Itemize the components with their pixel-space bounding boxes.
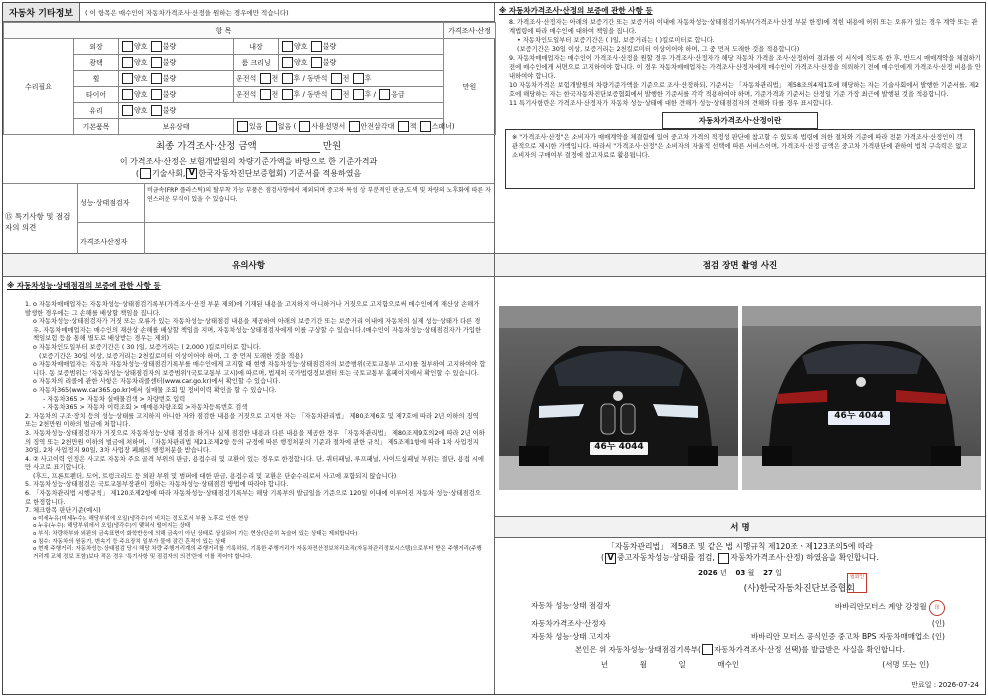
price-signer-seal[interactable]: (인)	[931, 618, 945, 628]
exterior-good-checkbox[interactable]	[122, 41, 133, 52]
buyer-month: 월	[639, 660, 647, 669]
note-4: 4. ② 사고이력 인정은 사고로 자동차 주요 골격 부위의 판금, 용접수리 및 교환이 있는 경우로 한정합니다. 단, 쿼터패널, 루프패널, 사이드실패널 부위는 절단, 용접 시에만 사고로 표기합니다.	[25, 455, 484, 472]
front-photo	[499, 306, 738, 490]
note-1g: ο 자동차365(www.car365.go.kr)에서 실매물 조회 및 정비이력 확인을 할 수 있습니다.	[33, 386, 277, 394]
opt-label: 후	[293, 74, 301, 83]
note-1h: - 자동차365 > 자동차 실매물검색 > 차량번호 입력	[43, 395, 186, 403]
opt-label: 양호	[294, 58, 308, 67]
association-seal: 협회인	[847, 573, 867, 593]
tire-bad-checkbox[interactable]	[151, 89, 162, 100]
warranty-item-8-note: (보증기간은 30일 이상, 보증거리는 2천킬로미터 이상이어야 하며, 그 중 먼저 도래한 것을 적용합니다)	[517, 46, 800, 53]
opt-label: 전	[271, 74, 279, 83]
opt-label: 사용설명서	[311, 122, 346, 131]
tire-good-checkbox[interactable]	[122, 89, 133, 100]
opt-label: 불량	[322, 42, 337, 51]
dealer-name: 바바리안 모터스 공식인증 중고차 BPS 자동차매매업소	[751, 631, 930, 641]
room-bad-checkbox[interactable]	[311, 57, 322, 68]
sign-day: 27	[763, 568, 773, 577]
price-definition-text: ※ "가격조사·산정"은 소비자가 매매계약을 체결함에 있어 중고차 가격의 적정성 판단에 참고할 수 있도록 법령에 의한 절차와 기준에 따라 전문 가격조사·산정인이 객관적으로 제시한 가액입니다. 따라서 "가격조사·산정"은 소비자의 자율적 선택에 따른 서비스이며, 가격조사·산정 금액은 중고차 가격판단에 관하여 법적 구속력은 없고 소비자의 구매여부 결정에 참고자료로 활용됩니다.	[505, 129, 975, 189]
row-label-wheel: 휠	[74, 71, 119, 87]
opt-label: 동반석	[307, 74, 328, 83]
tire-emergency-checkbox[interactable]	[379, 89, 390, 100]
opt-label: 동반석	[307, 90, 328, 99]
receipt-price-checkbox[interactable]	[702, 644, 713, 655]
front-license-plate: 46누 4044	[589, 441, 649, 456]
buyer-label: 매수인	[717, 660, 740, 669]
opt-label: 응급	[391, 90, 405, 99]
gloss-bad-checkbox[interactable]	[151, 57, 162, 68]
wheel-driver-rear-checkbox[interactable]	[282, 73, 293, 84]
special-notes-label: ⑮ 특기사항 및 점검자의 의견	[3, 184, 78, 260]
notes-subtitle: ※ 자동차성능·상태점검의 보증에 관한 사항 등	[7, 281, 161, 290]
vehicle-other-info-section	[3, 3, 495, 254]
note-5: 5. 자동차성능·상태점검은 국토교통부장관이 정하는 자동차성능·상태점검 방법에 따라야 합니다.	[25, 481, 289, 489]
kaa-checkbox[interactable]: V	[186, 168, 197, 179]
basis-open: (	[135, 169, 139, 178]
org-name: (사)한국자동차진단보증협회	[743, 583, 855, 594]
note-7a: ο 미세누유(미세누수): 해당부위에 오일(냉각수)이 비치는 정도로서 부품 노후로 인한 현상	[33, 515, 249, 522]
expiry-date: 만료일 : 2026-07-24	[911, 681, 979, 689]
note-1f: ο 자동차의 리콜에 관한 사항은 자동차리콜센터(www.car.go.kr)에서 확인할 수 있습니다.	[33, 378, 281, 386]
kaa-label: 한국자동차진단보증협회) 기준서를 적용하였음	[198, 169, 362, 178]
opt-label: 안전삼각대	[360, 122, 395, 131]
wheel-pass-rear-checkbox[interactable]	[353, 73, 364, 84]
perf-examiner-label: 성능·상태점검자	[78, 184, 145, 222]
note-1b: ο 자동차성능·상태점검자가 거짓 또는 오류가 있는 자동차성능·상태점검 내용을 제공하여 아래의 보증기간 또는 보증거리 이내에 자동차의 실제 성능·상태가 다른 경우, 자동차매매업자는 매수인의 재산상 손해를 배상할 책임을 지며, 자동차성능·상태점검자에게 이를 구상할 수 있습니다.(매수인이 자동차성능·상태점검자가 가입한 책임보험 등을 통해 별도로 배상받는 경우는 제외)	[33, 318, 482, 343]
opt-label: 없음	[277, 122, 292, 131]
perf-examiner-opinion: 비금속(FRP 플라스틱)의 탈부착 가능 부품은 점검사항에서 제외되며 중고차 특성 상 부분적인 판금,도색 및 차량의 노후화에 따른 자연스러운 부식이 있을 수 있습니다.	[147, 187, 491, 203]
note-7: 7. 체크항목 판단기준(예시)	[25, 507, 101, 515]
opt-label: 전	[342, 90, 350, 99]
sign-line1: 「자동차관리법」 제58조 및 같은 법 시행규칙 제120조ㆍ제123조의5에 따라	[607, 542, 873, 551]
note-4b: (후드, 프론트펜더, 도어, 트렁크리드 등 외판 부위 및 범퍼에 대한 판금, 용접수리 및 교환은 단순수리로서 사고에 포함되지 않습니다)	[33, 472, 397, 480]
opt-label: 양호	[294, 42, 308, 51]
note-6: 6. 「자동차관리법 시행규칙」 제120조제2항에 따라 자동차성능·상태점검기록부는 해당 기록부의 발급일을 기준으로 120일 이내에 이루어진 자동차 성능·상태점검으로 한정합니다.	[25, 490, 481, 506]
warranty-item-11: 11 특기사항란은 가격조사·산정자가 자동차 성능·상태에 대한 견해가 성능·상태점검자의 견해와 다를 경우 표시합니다.	[509, 100, 833, 107]
section-title: 자동차 기타정보	[3, 3, 80, 21]
opt-label: 불량	[162, 42, 177, 51]
opt-label: 후	[364, 90, 372, 99]
row-label-glass: 유리	[74, 103, 119, 119]
perf-signer-name: 바바리안모터스 계양 강정월	[834, 601, 927, 611]
rear-license-plate: 46누 4044	[827, 410, 891, 426]
interior-good-checkbox[interactable]	[282, 41, 293, 52]
note-1e: ο 자동차매매업자는 자동차 자동차성능·상태점검기록부를 매수인에게 고지할 때 현행 자동차성능·상태점검자의 보증범위(국토교통부 고시)를 첨부하여 고지하여야 합니다. 동 보증범위는 '자동차성능·상태점검자의 보증범위'(국토교통부 고시)에 따르며, 법제처 국가법령정보센터 또는 국토교통부 홈페이지에서 확인할 수 있습니다.	[33, 361, 486, 377]
inspection-record-page	[2, 2, 986, 695]
sign-date	[495, 568, 985, 578]
price-definition-title: 자동차가격조사·산정이란	[662, 112, 818, 129]
notes-header: 유의사항	[3, 254, 494, 277]
buyer-day: 일	[678, 660, 686, 669]
inspect-checkbox[interactable]: V	[605, 553, 616, 564]
group-basic-label: 기본품목	[74, 119, 119, 135]
unit: 년	[719, 568, 727, 577]
buyer-year: 년	[600, 660, 609, 669]
row-label-gloss: 광택	[74, 55, 119, 71]
note-7e: ο 현재 주행거리: 자동차성능·상태점검 당시 해당 차량 주행거리계의 주행거리를 기록하되, 기록한 주행거리가 자동차전산정보처리조직(자동차관리정보시스템)으로부터 받은 주행거리(주행거리계 교체 정보 포함)보다 적은 경우 '특기사항 및 점검자의 의견'란에 이를 적어야 합니다.	[33, 546, 482, 560]
opt-label: 양호	[134, 42, 148, 51]
sign-year: 2026	[698, 568, 718, 577]
photos-header: 점검 장면 촬영 사진	[495, 254, 985, 277]
glass-good-checkbox[interactable]	[122, 105, 133, 116]
warranty-item-8-period: • 자동차인도일부터 보증기간은 ( )일, 보증거리는 ( )킬로미터로 합니다.	[517, 37, 715, 44]
opt-label: 불량	[162, 106, 177, 115]
price-unit-cell: 만원	[444, 39, 496, 135]
unit: 일	[775, 568, 782, 577]
section-title-note: ( 이 항목은 매수인이 자동차가격조사·산정을 원하는 경우에만 적습니다)	[85, 8, 289, 17]
wheel-pass-front-checkbox[interactable]	[331, 73, 342, 84]
opt-label: 양호	[134, 74, 148, 83]
tech-society-label: 기술사회,	[151, 169, 186, 178]
receipt-text-a: 본인은 위 자동차성능·상태점검기록부(	[574, 644, 701, 654]
exterior-bad-checkbox[interactable]	[151, 41, 162, 52]
note-1i: - 자동차365 > 자동차 이력조회 > 매매용차량조회 >자동차등록번호 검색	[43, 404, 248, 412]
options-table: 항 목 가격조사·산정 수리필요 외장 양호 불량 내장 양호 불량 만원 광택 양호 불량 룸 크리닝 양호 불량 휠 양호 불량 운전석 전 후 / 동반석 전 후 타이어 양호 불량 운전석 전 후 / 동반석 전 후 / 응급 유리 양호 불량 기본품목 보유상태 있음 없음 ( 사용설명서 안전삼각대 잭 스패너)	[3, 22, 496, 135]
opt-label: 후	[293, 90, 301, 99]
group-repair-label: 수리필요	[4, 39, 74, 135]
tire-driver-rear-checkbox[interactable]	[282, 89, 293, 100]
dealer-signer-label: 자동차 성능·상태 고지자	[531, 631, 611, 641]
opt-label: 불량	[322, 58, 337, 67]
gloss-good-checkbox[interactable]	[122, 57, 133, 68]
signature-section: 서 명 「자동차관리법」 제58조 및 같은 법 시행규칙 제120조ㆍ제123조의5에 따라 ( V 중고자동차성능·상태를 점검, 자동차가격조사·산정) 하였음을 확인합니다. 2026 년 03 월 27 일 (사)한국자동차진단보증협회 협회인 자동차 성능·상태 점검자 바바리안모터스 계양 강정월 印 자동차가격조사·산정자 (인) 자동차 성능·상태 고지자 바바리안 모터스 공식인증 중고차 BPS 자동차매매업소 (인) 본인은 위 자동차성능·상태점검기록부( 자동차가격조사·산정 선택)를 발급받은 사실을 확인합니다. 년 월 일 매수인 (서명 또는 인) 만료일 : 2026-07-24	[495, 516, 985, 694]
dealer-seal[interactable]: (인)	[931, 631, 945, 641]
price-warranty-title: ※ 자동차가격조사·산정의 보증에 관한 사항 등	[499, 6, 653, 15]
warranty-item-10: 10 자동차가격은 보험개발원의 차량기준가액을 기준으로 조사·산정하되, 기준서는 「자동차관리법」 제58조의4제1호에 해당하는 자는 기술사회에서 발행한 기준서를, 제2호에 해당하는 자는 한국자동차진단보증협회에서 발행한 기준서를 각각 적용하여야 하며, 기준가격과 기준서는 산정일 기준 가장 최근에 발행된 것을 적용합니다.	[509, 82, 980, 98]
final-price-label: 최종 가격조사·산정 금액	[155, 141, 257, 152]
note-1c: ο 자동차인도일부터 보증기간은 ( 30 )일, 보증거리는 ( 2,000 )킬로미터로 합니다.	[33, 343, 261, 351]
price-survey-checkbox[interactable]	[718, 553, 729, 564]
price-signer-label: 자동차가격조사·산정자	[531, 618, 606, 628]
org-line	[495, 573, 985, 594]
opt-label: 운전석	[236, 90, 257, 99]
opt-label: 운전석	[236, 74, 257, 83]
opt-label: 전	[342, 74, 350, 83]
opt-label: 있음	[249, 122, 263, 131]
wheel-good-checkbox[interactable]	[122, 73, 133, 84]
receipt-line	[495, 644, 985, 656]
header-item: 항 목	[4, 23, 444, 39]
rear-car-image	[742, 306, 981, 490]
sign-month: 03	[735, 568, 746, 577]
owned-none-checkbox[interactable]	[266, 121, 277, 132]
note-1: 1. ο 자동차매매업자는 자동차성능·상태점검기록부(가격조사·산정 부분 제외)에 기재된 내용을 고지하지 아니하거나 거짓으로 고지함으로써 매수인에게 재산상 손해가 발생한 경우에는 그 손해를 배상할 책임을 집니다.	[25, 301, 480, 317]
basis-line1: 이 가격조사·산정은 보험개발원의 차량기준가액을 바탕으로 한 기준가격과	[119, 157, 378, 166]
inspect-label: 중고자동차성능·상태를 점검,	[617, 553, 715, 562]
front-car-image	[499, 306, 738, 490]
room-good-checkbox[interactable]	[282, 57, 293, 68]
note-7d: ο 침수: 자동차의 원동기, 변속기 등 주요장치 일부가 물에 잠긴 흔적이 있는 상태	[33, 538, 226, 545]
row-label-exterior: 외장	[74, 39, 119, 55]
note-7c: ο 부식: 차량하부와 외판의 금속표면이 화학반응에 의해 금속이 아닌 상태로 상실되어 가는 현상(단순히 녹슬어 있는 상태는 제외합니다)	[33, 531, 358, 538]
rear-photo	[742, 306, 981, 490]
warranty-item-8: 8. 가격조사·산정자는 아래의 보증기간 또는 보증거리 이내에 자동차성능·상태점검기록부(가격조사·산정 부분 한정)에 적힌 내용에 허위 또는 오류가 있는 경우 계약 또는 관계법령에 따라 매수인에 대하여 책임을 집니다.	[509, 19, 978, 35]
opt-label: 전	[271, 90, 279, 99]
tech-society-checkbox[interactable]	[140, 168, 151, 179]
perf-signer-seal: 印	[929, 600, 945, 616]
notes-section	[3, 254, 495, 694]
spanner-checkbox[interactable]	[420, 121, 431, 132]
jack-checkbox[interactable]	[398, 121, 409, 132]
opt-label: 잭	[409, 122, 417, 131]
final-price-block	[3, 135, 494, 184]
note-2: 2. 자동차의 구조·장치 등의 성능·상태를 고지하지 아니한 자와 점검한 내용을 거짓으로 고지한 자는 「자동차관리법」 제80조제6호 및 제7호에 따라 2년 이하의 징역 또는 2천만원 이하의 벌금에 처합니다.	[25, 412, 479, 429]
unit: 월	[747, 568, 755, 577]
note-3: 3. 자동차성능·상태점검자가 거짓으로 자동차성능·상태 점검을 하거나 실제 점검한 내용과 다른 내용을 제공한 경우 「자동차관리법」 제80조제9호의2에 따라 2년 이하의 징역 또는 2천만원 이하의 벌금에 처하며, 「자동차관리법 제21조제2항 등의 규정에 따른 행정처분의 기준과 절차에 관한 규칙」 제5조제1항에 따라 1차 사업정지 30일, 2차 사업정지 90일, 3차 사업장 폐쇄의 행정처분을 받습니다.	[25, 429, 485, 455]
price-survey-label: 자동차가격조사·산정) 하였음을 확인합니다.	[730, 553, 879, 562]
glass-bad-checkbox[interactable]	[151, 105, 162, 116]
manual-checkbox[interactable]	[299, 121, 310, 132]
buyer-sign[interactable]: (서명 또는 인)	[882, 660, 930, 669]
opt-label: 스패너	[431, 122, 452, 131]
receipt-text-b: 자동차가격조사·산정 선택)를 발급받은 사실을 확인합니다.	[713, 644, 906, 654]
owned-have-checkbox[interactable]	[237, 121, 248, 132]
triangle-checkbox[interactable]	[349, 121, 360, 132]
opt-label: 불량	[162, 90, 177, 99]
price-warranty-section	[495, 3, 985, 254]
note-7b: ο 누유(누수): 해당부위에서 오일(냉각수)이 맺혀서 떨어지는 상태	[33, 523, 191, 530]
perf-signer-label: 자동차 성능·상태 점검자	[531, 600, 611, 610]
tire-driver-front-checkbox[interactable]	[260, 89, 271, 100]
interior-bad-checkbox[interactable]	[311, 41, 322, 52]
row-label-owned: 보유상태	[119, 119, 234, 135]
price-examiner-label: 가격조사산정자	[78, 223, 145, 260]
row-label-room-clean: 룸 크리닝	[234, 55, 279, 71]
signature-header: 서 명	[495, 517, 985, 538]
special-notes-block	[3, 184, 494, 260]
note-1d: (보증기간은 30일 이상, 보증거리는 2천킬로미터 이상이어야 하며, 그 중 먼저 도래한 것을 적용)	[39, 352, 303, 360]
row-label-interior: 내장	[234, 39, 279, 55]
tire-pass-rear-checkbox[interactable]	[353, 89, 364, 100]
buyer-line	[495, 659, 985, 670]
opt-label: 불량	[162, 58, 177, 67]
row-label-tire: 타이어	[74, 87, 119, 103]
opt-label: 양호	[134, 58, 148, 67]
wheel-bad-checkbox[interactable]	[151, 73, 162, 84]
opt-label: 양호	[134, 90, 148, 99]
header-price: 가격조사·산정	[444, 23, 496, 39]
final-price-unit: 만원	[322, 141, 342, 152]
warranty-item-9: 9. 자동차매매업자는 매수인이 가격조사·산정을 원할 경우 가격조사·산정자가 해당 자동차 가격을 조사·산정하여 결과를 이 서식에 적도록 한 후, 반드시 매매계약을 체결하기 전에 매수인에게 서면으로 고지하여야 합니다. 이 경우 자동차매매업자는 가격조사·산정자에게 매수인이 가격조사·산정을 의뢰하기 전에 매수인에게 가격조사·산정 비용을 안내하여야 합니다.	[509, 55, 981, 80]
opt-label: 후	[364, 74, 372, 83]
final-price-input[interactable]	[260, 141, 320, 153]
opt-label: 양호	[134, 106, 148, 115]
wheel-driver-front-checkbox[interactable]	[260, 73, 271, 84]
tire-pass-front-checkbox[interactable]	[331, 89, 342, 100]
opt-label: 불량	[162, 74, 177, 83]
photos-section	[495, 254, 985, 516]
